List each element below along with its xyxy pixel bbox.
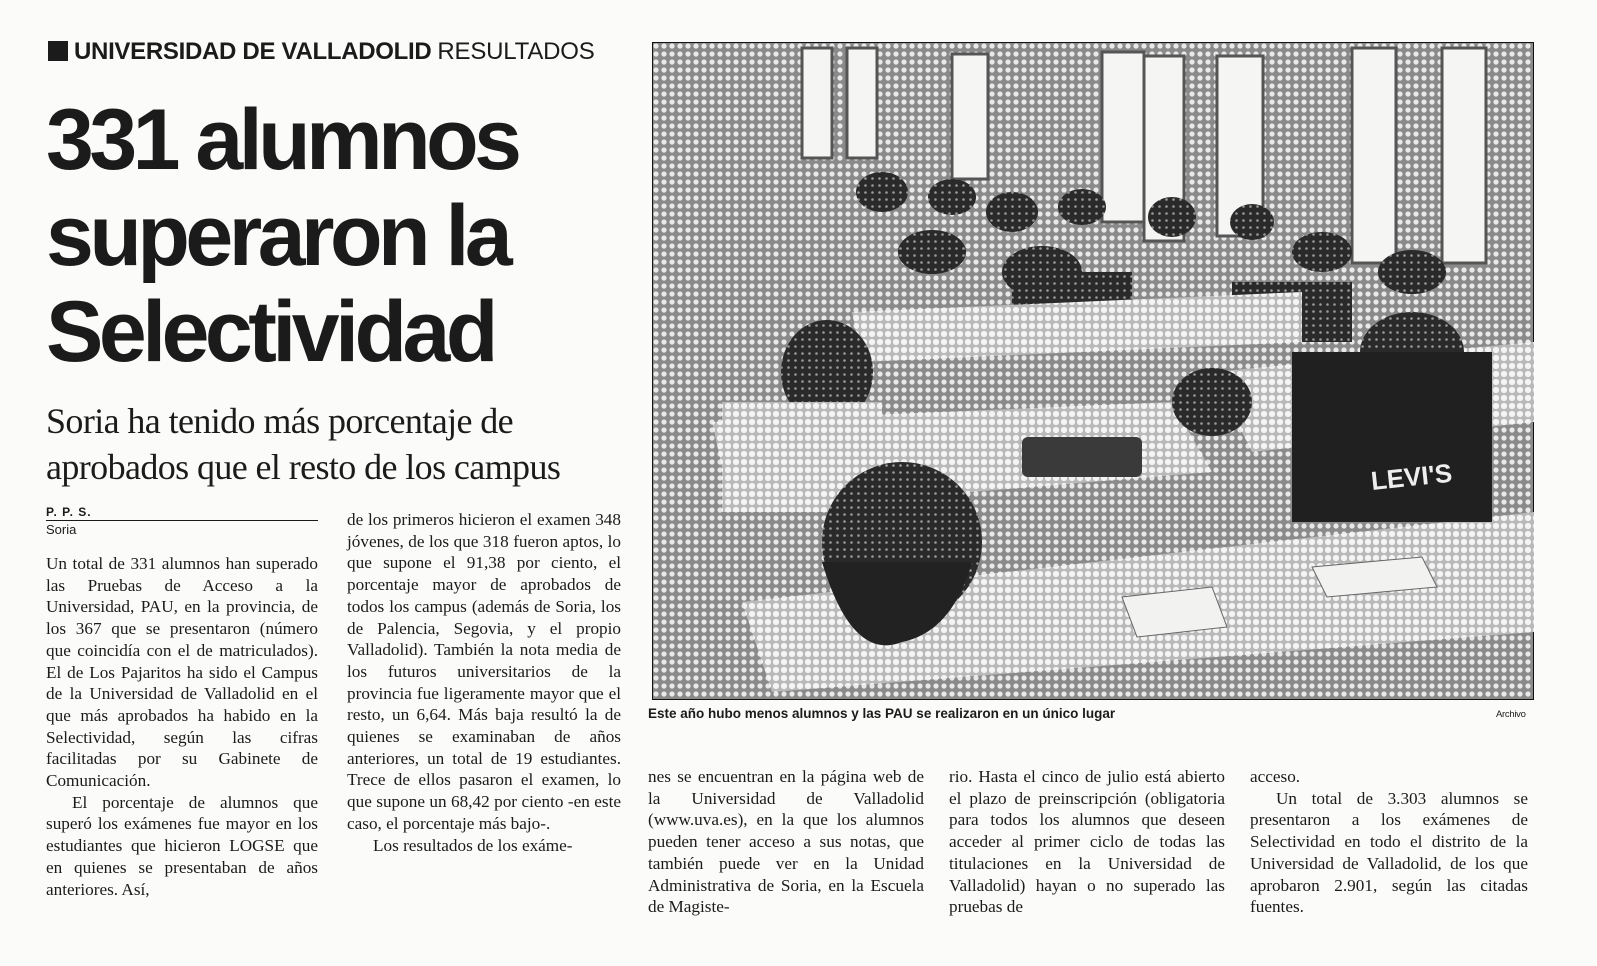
article-column-1 <box>46 553 318 900</box>
subtitle-line-1: Soria ha tenido más porcentaje de <box>46 401 514 441</box>
article-column-4 <box>949 766 1225 918</box>
article-paragraph: Un total de 331 alumnos han superado las Pruebas de Acceso a la Universidad, PAU, en la provincia, de los 367 que se presentaron (número que coincidía con el de matriculados). El de Los Pajaritos ha sido el Campus de la Universidad de Valladolid en el que más aprobados ha habido en la Selectividad, según las cifras facilitadas por su Gabinete de Comunicación. <box>46 554 318 791</box>
article-paragraph: Un total de 3.303 alumnos se presentaron a los exámenes de Selectividad en todo el distrito de la Universidad de Valladolid, de los que aprobaron 2.901, según las citadas fuentes. <box>1250 788 1528 917</box>
article-paragraph: nes se encuentran en la página web de la Universidad de Valladolid (www.uva.es), en la que los alumnos pueden tener acceso a sus notas, que también puede ver en la Unidad Administrativa de Soria, en la Escuela de Magiste- <box>648 767 924 917</box>
headline <box>46 92 646 380</box>
article-paragraph: Los resultados de los exáme- <box>373 835 573 855</box>
exam-hall-photo <box>652 42 1534 700</box>
article-column-2 <box>347 509 621 856</box>
article-paragraph: El porcentaje de alumnos que superó los exámenes fue mayor en los estudiantes que hicieron LOGSE que en quienes se presentaban de años anteriores. Así, <box>46 792 318 899</box>
subtitle <box>46 398 636 490</box>
headline-line-1: 331 alumnos <box>46 92 518 188</box>
photo-caption: Este año hubo menos alumnos y las PAU se realizaron en un único lugar <box>648 706 1116 721</box>
headline-line-2: superaron la <box>46 188 509 284</box>
article-paragraph: de los primeros hicieron el examen 348 jóvenes, de los que 318 fueron aptos, lo que supone el 91,38 por ciento, el porcentaje mayor de aprobados de todos los campus (además de Soria, los de Palencia, Segovia, y el propio Valladolid). También la nota media de los futuros universitarios de la provincia fue ligeramente mayor que el resto, un 6,64. Más baja resultó la de quienes se examinaban de años anteriores, un total de 19 estudiantes. Trece de ellos pasaron el examen, lo que supone un 68,42 por ciento -en este caso, el porcentaje más bajo-. <box>347 510 621 833</box>
square-bullet-icon <box>48 41 68 61</box>
article-paragraph: acceso. <box>1250 767 1301 786</box>
headline-line-3: Selectividad <box>46 284 494 380</box>
kicker-tag: RESULTADOS <box>437 38 595 65</box>
byline: P. P. S. <box>46 505 318 521</box>
kicker-section: UNIVERSIDAD DE VALLADOLID <box>74 38 432 65</box>
article-column-3 <box>648 766 924 918</box>
section-kicker <box>48 37 595 67</box>
subtitle-line-2: aprobados que el resto de los campus <box>46 447 561 487</box>
shirt-logo-text: LEVI'S <box>1369 457 1454 496</box>
photo-credit: Archivo <box>1496 709 1526 720</box>
dateline-location: Soria <box>46 522 77 537</box>
article-column-5 <box>1250 766 1528 918</box>
article-paragraph: rio. Hasta el cinco de julio está abierto el plazo de preinscripción (obligatoria para todos los alumnos que deseen acceder al primer ciclo de todas las titulaciones en la Universidad de Valladolid) hayan o no superado las pruebas de <box>949 767 1225 917</box>
